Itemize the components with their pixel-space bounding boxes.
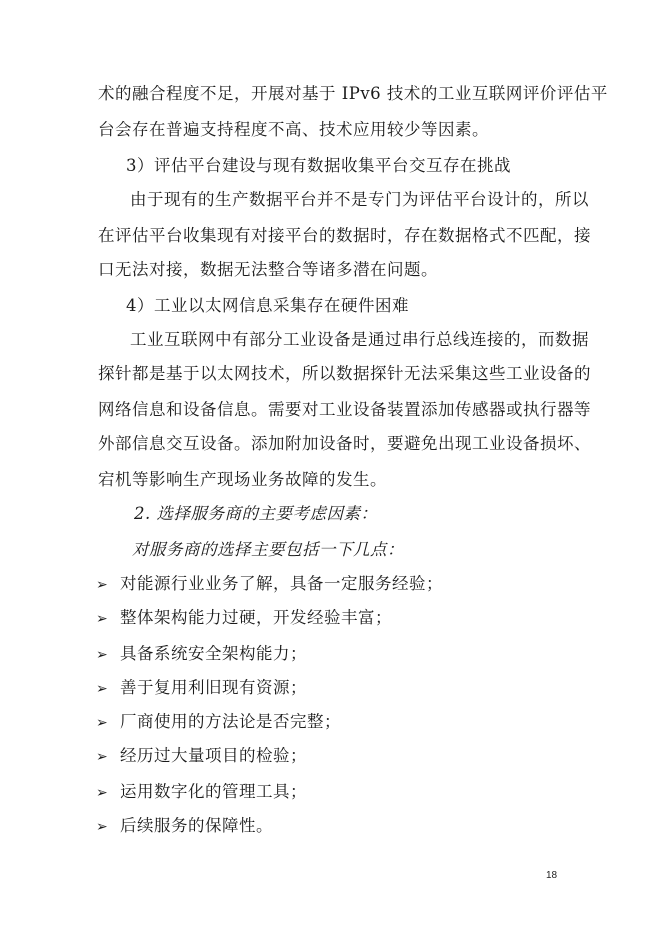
list-item-text: 整体架构能力过硬，开发经验丰富； [120, 608, 392, 627]
list-item [96, 782, 307, 803]
paragraph-line: 宕机等影响生产现场业务故障的发生。 [98, 470, 387, 489]
subheading-3: 3）评估平台建设与现有数据收集平台交互存在挑战 [126, 156, 511, 175]
subheading-4: 4）工业以太网信息采集存在硬件困难 [126, 296, 409, 315]
paragraph-line: 探针都是基于以太网技术，所以数据探针无法采集这些工业设备的 [98, 364, 591, 383]
paragraph-line: 台会存在普遍支持程度不高、技术应用较少等因素。 [98, 120, 489, 139]
list-item [96, 574, 443, 595]
paragraph-line: 工业互联网中有部分工业设备是通过串行总线连接的，而数据 [130, 330, 589, 349]
arrow-bullet-icon: ➢ [96, 577, 109, 593]
list-item [96, 816, 273, 837]
list-item [96, 712, 341, 733]
list-item-text: 具备系统安全架构能力； [120, 644, 307, 663]
list-item [96, 746, 307, 767]
arrow-bullet-icon: ➢ [96, 647, 109, 663]
arrow-bullet-icon: ➢ [96, 749, 109, 765]
list-item-text: 后续服务的保障性。 [120, 816, 273, 835]
section-intro: 对服务商的选择主要包括一下几点： [132, 540, 404, 559]
list-item [96, 678, 307, 699]
section-heading: 2. 选择服务商的主要考虑因素： [134, 504, 378, 523]
paragraph-line: 口无法对接，数据无法整合等诸多潜在问题。 [98, 260, 438, 279]
paragraph-line: 术的融合程度不足，开展对基于 IPv6 技术的工业互联网评价评估平 [98, 84, 608, 103]
arrow-bullet-icon: ➢ [96, 715, 109, 731]
list-item-text: 运用数字化的管理工具； [120, 782, 307, 801]
list-item-text: 对能源行业业务了解，具备一定服务经验； [120, 574, 443, 593]
paragraph-line: 由于现有的生产数据平台并不是专门为评估平台设计的，所以 [130, 190, 589, 209]
list-item [96, 644, 307, 665]
list-item-text: 善于复用利旧现有资源； [120, 678, 307, 697]
list-item-text: 厂商使用的方法论是否完整； [120, 712, 341, 731]
paragraph-line: 网络信息和设备信息。需要对工业设备装置添加传感器或执行器等 [98, 400, 591, 419]
list-item-text: 经历过大量项目的检验； [120, 746, 307, 765]
arrow-bullet-icon: ➢ [96, 611, 109, 627]
arrow-bullet-icon: ➢ [96, 681, 109, 697]
paragraph-line: 在评估平台收集现有对接平台的数据时，存在数据格式不匹配，接 [98, 226, 591, 245]
paragraph-line: 外部信息交互设备。添加附加设备时，要避免出现工业设备损坏、 [98, 434, 591, 453]
arrow-bullet-icon: ➢ [96, 819, 109, 835]
arrow-bullet-icon: ➢ [96, 785, 109, 801]
list-item [96, 608, 392, 629]
page-number: 18 [546, 870, 558, 881]
